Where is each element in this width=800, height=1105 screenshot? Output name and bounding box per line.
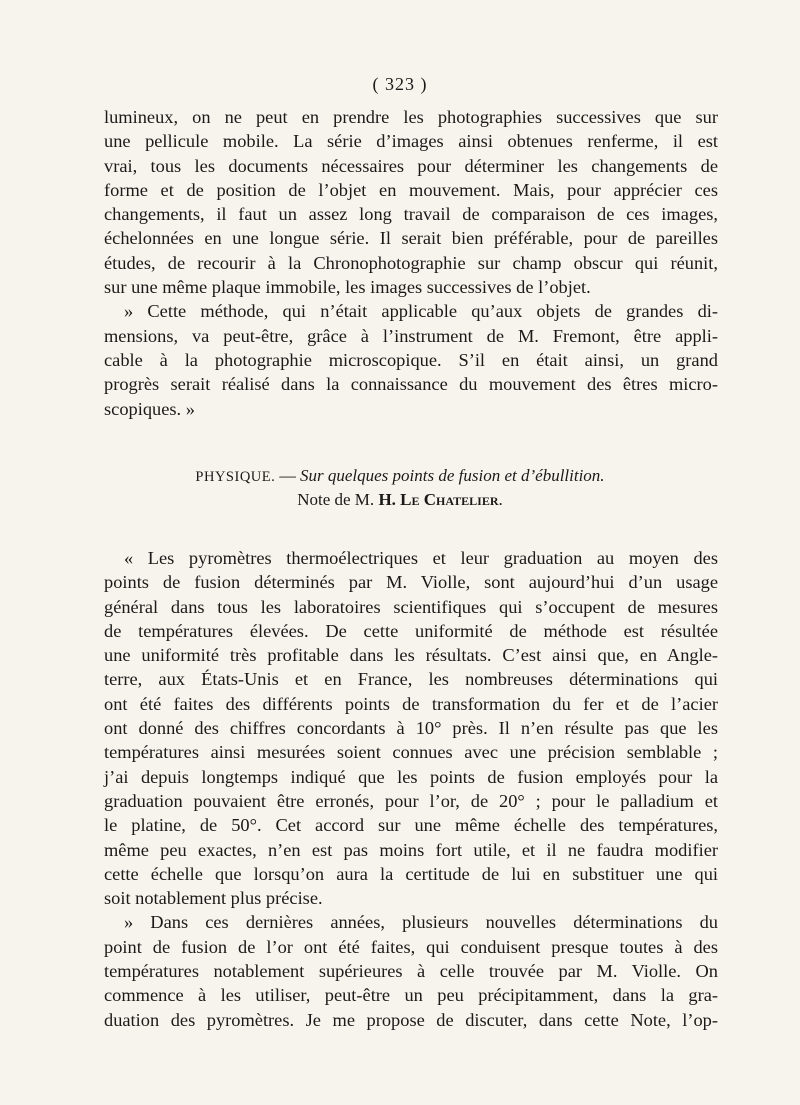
text-line: lumineux, on ne peut en prendre les photographies successives que sur [104,107,718,127]
text-line: vrai, tous les documents nécessaires pour déterminer les changements de [104,155,718,176]
text-line: même peu exactes, n’en est pas moins fort utile, et il ne faudra modifier [104,839,718,860]
section-dash: — [275,466,300,485]
text-line: sur une même plaque immobile, les images successives de l’objet. [104,277,591,298]
text-line: mensions, va peut-être, grâce à l’instrument de M. Fremont, être appli- [104,325,718,346]
text-line: commence à les utiliser, peut-être un peu précipitamment, dans la gra- [104,985,718,1006]
text-line: » Cette méthode, qui n’était applicable qu’aux objets de grandes di- [124,301,718,322]
page-number: ( 323 ) [372,74,428,94]
text-line: une uniformité très profitable dans les résultats. C’est ainsi que, en Angle- [104,645,718,666]
author-name [378,490,498,509]
paragraph [104,105,718,299]
note-suffix: . [498,490,503,509]
author-surname: Le Chatelier [400,490,499,509]
text-line: » Dans ces dernières années, plusieurs nouvelles déterminations du [124,912,718,933]
section-heading [0,464,800,489]
text-line: échelonnées en une longue série. Il serait bien préférable, pour de pareilles [104,228,718,249]
text-line: terre, aux États-Unis et en France, les nombreuses déterminations qui [104,669,718,690]
text-line: cette échelle que lorsqu’on aura la certitude de lui en substituer une qui [104,863,718,884]
section-title: Sur quelques points de fusion et d’ébullition. [300,466,605,485]
text-line: forme et de position de l’objet en mouvement. Mais, pour apprécier ces [104,179,718,200]
text-line: progrès serait réalisé dans la connaissance du mouvement des êtres micro- [104,374,718,395]
author-initial: H. [378,490,401,509]
note-prefix: Note de M. [297,490,379,509]
text-line: études, de recourir à la Chronophotographie sur champ obscur qui réunit, [104,252,718,273]
text-line: points de fusion déterminés par M. Violle, sont aujourd’hui d’un usage [104,572,718,593]
paragraph [104,546,718,910]
text-line: soit notablement plus précise. [104,888,323,909]
text-line: ont été faites des différents points de transformation du fer et de l’acier [104,693,718,714]
text-line: températures notablement supérieures à celle trouvée par M. Violle. On [104,961,718,982]
text-line: le platine, de 50°. Cet accord sur une même échelle des températures, [104,815,718,836]
text-line: changements, il faut un assez long travail de comparaison de ces images, [104,204,718,225]
paragraph [104,910,718,1031]
text-line: j’ai depuis longtemps indiqué que les points de fusion employés pour la [104,766,718,787]
paragraph [104,299,718,420]
text-line: général dans tous les laboratoires scientifiques qui s’occupent de mesures [104,596,718,617]
section-rubric: PHYSIQUE. [195,469,276,485]
text-line: de températures élevées. De cette uniformité de méthode est résultée [104,620,718,641]
text-line: duation des pyromètres. Je me propose de discuter, dans cette Note, l’op- [104,1009,718,1030]
text-block-bottom [104,546,718,1032]
text-line: point de fusion de l’or ont été faites, qui conduisent presque toutes à des [104,936,718,957]
text-line: scopiques. » [104,398,195,419]
text-line: ont donné des chiffres concordants à 10° près. Il n’en résulte pas que les [104,718,718,739]
text-line: cable à la photographie microscopique. S’il en était ainsi, un grand [104,349,718,370]
note-author-line [0,488,800,512]
text-line: « Les pyromètres thermoélectriques et leur graduation au moyen des [124,548,718,568]
text-line: températures ainsi mesurées soient connues avec une précision semblable ; [104,742,718,763]
text-line: une pellicule mobile. La série d’images ainsi obtenues renferme, il est [104,131,718,152]
text-line: graduation pouvaient être erronés, pour l’or, de 20° ; pour le palladium et [104,790,718,811]
text-block-top [104,105,718,421]
